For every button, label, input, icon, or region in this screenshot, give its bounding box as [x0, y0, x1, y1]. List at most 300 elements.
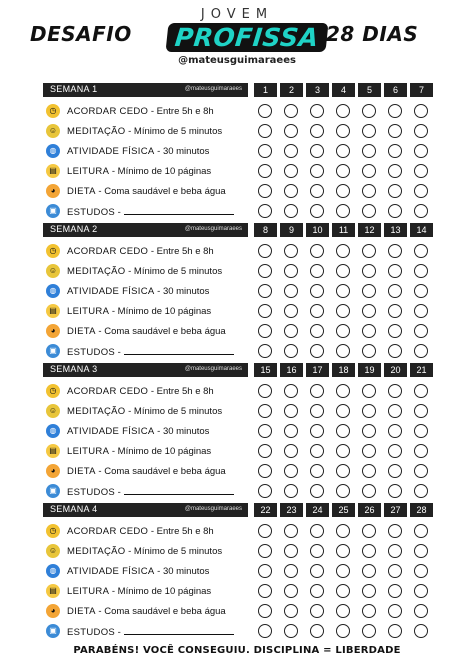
day-checkbox[interactable] — [336, 384, 350, 398]
day-checkbox[interactable] — [258, 444, 272, 458]
header-desafio: DESAFIO — [30, 22, 132, 46]
task-label — [67, 186, 226, 197]
day-checkbox[interactable] — [258, 544, 272, 558]
task-name: ATIVIDADE FÍSICA — [67, 426, 155, 437]
task-row — [43, 562, 430, 582]
day-checkbox[interactable] — [362, 164, 376, 178]
task-label — [67, 146, 209, 157]
day-checkbox[interactable] — [414, 204, 428, 218]
day-checkbox[interactable] — [258, 204, 272, 218]
week-title: SEMANA 4 — [50, 504, 98, 514]
week-handle: @mateusguimaraees — [184, 86, 242, 92]
day-number: 16 — [280, 363, 303, 377]
day-checkbox[interactable] — [258, 624, 272, 638]
task-label — [67, 306, 211, 317]
day-checkbox[interactable] — [362, 444, 376, 458]
study-topic-line[interactable] — [124, 346, 234, 355]
day-checkbox[interactable] — [362, 264, 376, 278]
day-checkbox[interactable] — [362, 324, 376, 338]
task-detail: - Entre 5h e 8h — [148, 246, 214, 257]
day-checkbox[interactable] — [414, 624, 428, 638]
day-checkbox[interactable] — [414, 564, 428, 578]
day-number: 20 — [384, 363, 407, 377]
day-checkbox[interactable] — [362, 344, 376, 358]
day-checkbox[interactable] — [258, 324, 272, 338]
day-checkbox[interactable] — [336, 464, 350, 478]
day-checkbox[interactable] — [284, 144, 298, 158]
day-checkbox[interactable] — [414, 424, 428, 438]
task-detail: - Mínimo de 5 minutos — [125, 546, 223, 557]
task-name: ACORDAR CEDO — [67, 246, 149, 257]
task-row — [43, 462, 430, 482]
task-row — [43, 182, 430, 202]
day-checkbox[interactable] — [284, 624, 298, 638]
day-checkbox[interactable] — [284, 264, 298, 278]
day-number: 24 — [306, 503, 329, 517]
day-checkbox[interactable] — [414, 264, 428, 278]
day-checkbox[interactable] — [388, 244, 402, 258]
day-checkbox[interactable] — [362, 404, 376, 418]
day-checkbox[interactable] — [336, 144, 350, 158]
task-name: ESTUDOS — [67, 347, 116, 358]
food-icon: ◕ — [46, 604, 60, 618]
day-checkbox[interactable] — [336, 404, 350, 418]
task-label — [67, 546, 222, 557]
day-checkbox[interactable] — [258, 564, 272, 578]
day-checkbox[interactable] — [284, 424, 298, 438]
task-name: ESTUDOS — [67, 487, 116, 498]
task-label — [67, 126, 222, 137]
day-checkbox[interactable] — [362, 184, 376, 198]
day-checkbox[interactable] — [258, 404, 272, 418]
task-name: ACORDAR CEDO — [67, 526, 149, 537]
task-row — [43, 622, 430, 642]
day-checkbox[interactable] — [258, 584, 272, 598]
globe-icon: ◍ — [46, 144, 60, 158]
brand-jovem: JOVEM — [200, 7, 274, 22]
day-checkbox[interactable] — [362, 124, 376, 138]
week-title-bar — [43, 223, 248, 237]
day-checkbox[interactable] — [388, 304, 402, 318]
task-detail: - Mínimo de 10 páginas — [109, 306, 212, 317]
task-label — [67, 626, 234, 638]
alarm-clock-icon: ◷ — [46, 104, 60, 118]
day-checkbox[interactable] — [310, 484, 324, 498]
day-checkbox[interactable] — [414, 404, 428, 418]
day-checkbox[interactable] — [388, 584, 402, 598]
day-checkbox[interactable] — [336, 544, 350, 558]
day-checkbox[interactable] — [362, 304, 376, 318]
day-checkbox[interactable] — [362, 384, 376, 398]
day-checkbox[interactable] — [388, 324, 402, 338]
day-checkbox[interactable] — [258, 124, 272, 138]
day-checkbox[interactable] — [336, 424, 350, 438]
day-checkbox[interactable] — [414, 484, 428, 498]
footer-message: PARABÉNS! VOCÊ CONSEGUIU. DISCIPLINA = LIBERDADE — [73, 645, 401, 656]
day-checkbox[interactable] — [388, 104, 402, 118]
task-row — [43, 542, 430, 562]
day-checkbox[interactable] — [388, 524, 402, 538]
day-checkbox[interactable] — [284, 204, 298, 218]
day-checkbox[interactable] — [336, 104, 350, 118]
task-label — [67, 526, 214, 537]
day-number: 17 — [306, 363, 329, 377]
task-name: MEDITAÇÃO — [67, 126, 126, 137]
day-checkbox[interactable] — [310, 604, 324, 618]
food-icon: ◕ — [46, 324, 60, 338]
day-checkbox[interactable] — [388, 464, 402, 478]
task-label — [67, 566, 209, 577]
day-checkbox[interactable] — [414, 344, 428, 358]
day-number: 5 — [358, 83, 381, 97]
day-checkbox[interactable] — [284, 444, 298, 458]
day-checkbox[interactable] — [258, 484, 272, 498]
task-detail: - Coma saudável e beba água — [95, 466, 226, 477]
day-checkbox[interactable] — [284, 384, 298, 398]
day-checkbox[interactable] — [284, 544, 298, 558]
day-checkbox[interactable] — [388, 544, 402, 558]
task-label — [67, 326, 226, 337]
food-icon: ◕ — [46, 184, 60, 198]
day-number: 10 — [306, 223, 329, 237]
study-icon: ▣ — [46, 624, 60, 638]
day-checkbox[interactable] — [336, 584, 350, 598]
week-handle: @mateusguimaraees — [184, 366, 242, 372]
day-checkbox[interactable] — [284, 164, 298, 178]
task-row — [43, 202, 430, 222]
alarm-clock-icon: ◷ — [46, 524, 60, 538]
day-number: 7 — [410, 83, 433, 97]
study-topic-line[interactable] — [124, 206, 234, 215]
week-header — [43, 223, 430, 237]
day-checkbox[interactable] — [414, 444, 428, 458]
task-row — [43, 422, 430, 442]
brand-block — [167, 7, 321, 66]
header-28-dias: 28 DIAS — [326, 22, 419, 46]
day-number: 12 — [358, 223, 381, 237]
day-checkbox[interactable] — [414, 384, 428, 398]
day-checkbox[interactable] — [258, 424, 272, 438]
day-checkbox[interactable] — [414, 464, 428, 478]
task-name: LEITURA — [67, 306, 110, 317]
task-row — [43, 162, 430, 182]
meditation-icon: ☺ — [46, 404, 60, 418]
day-checkbox[interactable] — [336, 564, 350, 578]
day-checkbox[interactable] — [284, 604, 298, 618]
day-checkbox[interactable] — [414, 244, 428, 258]
day-checkbox[interactable] — [362, 584, 376, 598]
day-checkbox[interactable] — [388, 404, 402, 418]
day-checkbox[interactable] — [388, 204, 402, 218]
day-checkbox[interactable] — [336, 264, 350, 278]
task-label — [67, 166, 211, 177]
day-checkbox[interactable] — [388, 124, 402, 138]
day-checkbox[interactable] — [336, 284, 350, 298]
brand-logo: PROFISSA — [165, 23, 328, 52]
day-checkbox[interactable] — [310, 124, 324, 138]
day-checkbox[interactable] — [258, 384, 272, 398]
day-number: 23 — [280, 503, 303, 517]
day-checkbox[interactable] — [362, 624, 376, 638]
day-checkbox[interactable] — [336, 324, 350, 338]
week-1 — [43, 83, 430, 218]
day-checkbox[interactable] — [388, 344, 402, 358]
day-checkbox[interactable] — [258, 184, 272, 198]
task-row — [43, 122, 430, 142]
day-checkbox[interactable] — [414, 544, 428, 558]
day-checkbox[interactable] — [310, 544, 324, 558]
day-checkbox[interactable] — [284, 284, 298, 298]
day-checkbox[interactable] — [362, 544, 376, 558]
day-number: 21 — [410, 363, 433, 377]
day-checkbox[interactable] — [362, 564, 376, 578]
day-checkbox[interactable] — [284, 344, 298, 358]
study-icon: ▣ — [46, 344, 60, 358]
task-name: MEDITAÇÃO — [67, 266, 126, 277]
task-row — [43, 482, 430, 502]
day-checkbox[interactable] — [388, 424, 402, 438]
day-checkbox[interactable] — [362, 204, 376, 218]
task-detail: - Mínimo de 10 páginas — [109, 166, 212, 177]
task-row — [43, 302, 430, 322]
day-checkbox[interactable] — [310, 324, 324, 338]
day-checkbox[interactable] — [258, 264, 272, 278]
day-checkbox[interactable] — [388, 264, 402, 278]
day-number: 3 — [306, 83, 329, 97]
day-checkbox[interactable] — [284, 104, 298, 118]
task-label — [67, 586, 211, 597]
day-checkbox[interactable] — [336, 344, 350, 358]
day-checkbox[interactable] — [284, 524, 298, 538]
task-name: ACORDAR CEDO — [67, 106, 149, 117]
day-checkbox[interactable] — [310, 244, 324, 258]
day-checkbox[interactable] — [414, 304, 428, 318]
day-checkbox[interactable] — [388, 624, 402, 638]
day-checkbox[interactable] — [258, 164, 272, 178]
day-checkbox[interactable] — [310, 584, 324, 598]
day-checkbox[interactable] — [414, 584, 428, 598]
day-checkbox[interactable] — [310, 144, 324, 158]
day-checkbox[interactable] — [310, 184, 324, 198]
task-detail: - Coma saudável e beba água — [95, 186, 226, 197]
day-checkbox[interactable] — [284, 304, 298, 318]
day-checkbox[interactable] — [310, 284, 324, 298]
day-checkbox[interactable] — [414, 284, 428, 298]
alarm-clock-icon: ◷ — [46, 244, 60, 258]
day-checkbox[interactable] — [336, 164, 350, 178]
task-label — [67, 406, 222, 417]
day-checkbox[interactable] — [310, 344, 324, 358]
day-checkbox[interactable] — [310, 624, 324, 638]
task-detail: - — [115, 487, 121, 498]
day-checkbox[interactable] — [362, 144, 376, 158]
day-checkbox[interactable] — [284, 464, 298, 478]
task-row — [43, 282, 430, 302]
day-checkbox[interactable] — [414, 124, 428, 138]
day-checkbox[interactable] — [284, 244, 298, 258]
day-checkbox[interactable] — [258, 144, 272, 158]
day-checkbox[interactable] — [336, 624, 350, 638]
task-name: MEDITAÇÃO — [67, 546, 126, 557]
week-handle: @mateusguimaraees — [184, 506, 242, 512]
day-checkbox[interactable] — [388, 284, 402, 298]
week-handle: @mateusguimaraees — [184, 226, 242, 232]
day-checkbox[interactable] — [388, 484, 402, 498]
task-name: LEITURA — [67, 586, 110, 597]
alarm-clock-icon: ◷ — [46, 384, 60, 398]
day-number: 19 — [358, 363, 381, 377]
day-checkbox[interactable] — [388, 444, 402, 458]
day-checkbox[interactable] — [310, 444, 324, 458]
day-checkbox[interactable] — [310, 304, 324, 318]
day-checkbox[interactable] — [336, 304, 350, 318]
day-checkbox[interactable] — [258, 464, 272, 478]
day-checkbox[interactable] — [310, 524, 324, 538]
day-checkbox[interactable] — [284, 324, 298, 338]
day-number: 18 — [332, 363, 355, 377]
day-checkbox[interactable] — [388, 564, 402, 578]
week-header — [43, 363, 430, 377]
day-checkbox[interactable] — [310, 264, 324, 278]
task-detail: - Entre 5h e 8h — [148, 386, 214, 397]
task-label — [67, 206, 234, 218]
day-checkbox[interactable] — [284, 564, 298, 578]
day-checkbox[interactable] — [258, 104, 272, 118]
day-checkbox[interactable] — [310, 424, 324, 438]
day-number: 1 — [254, 83, 277, 97]
task-label — [67, 286, 209, 297]
day-checkbox[interactable] — [414, 164, 428, 178]
day-checkbox[interactable] — [310, 564, 324, 578]
day-checkbox[interactable] — [388, 164, 402, 178]
task-name: ATIVIDADE FÍSICA — [67, 286, 155, 297]
day-checkbox[interactable] — [336, 444, 350, 458]
book-icon: ▤ — [46, 584, 60, 598]
task-row — [43, 602, 430, 622]
task-name: MEDITAÇÃO — [67, 406, 126, 417]
task-name: ACORDAR CEDO — [67, 386, 149, 397]
day-checkbox[interactable] — [336, 204, 350, 218]
day-checkbox[interactable] — [284, 124, 298, 138]
day-checkbox[interactable] — [362, 104, 376, 118]
day-checkbox[interactable] — [310, 104, 324, 118]
globe-icon: ◍ — [46, 284, 60, 298]
day-number: 27 — [384, 503, 407, 517]
task-label — [67, 486, 234, 498]
task-name: LEITURA — [67, 166, 110, 177]
day-checkbox[interactable] — [310, 204, 324, 218]
day-checkbox[interactable] — [336, 124, 350, 138]
day-checkbox[interactable] — [362, 244, 376, 258]
task-detail: - Entre 5h e 8h — [148, 526, 214, 537]
day-number: 8 — [254, 223, 277, 237]
day-checkbox[interactable] — [388, 384, 402, 398]
study-topic-line[interactable] — [124, 486, 234, 495]
task-row — [43, 242, 430, 262]
day-checkbox[interactable] — [362, 464, 376, 478]
task-detail: - Mínimo de 10 páginas — [109, 446, 212, 457]
day-checkbox[interactable] — [336, 184, 350, 198]
day-checkbox[interactable] — [336, 484, 350, 498]
study-topic-line[interactable] — [124, 626, 234, 635]
day-checkbox[interactable] — [414, 324, 428, 338]
day-checkbox[interactable] — [258, 524, 272, 538]
task-name: LEITURA — [67, 446, 110, 457]
day-number: 13 — [384, 223, 407, 237]
day-number: 26 — [358, 503, 381, 517]
day-checkbox[interactable] — [284, 404, 298, 418]
week-header — [43, 83, 430, 97]
day-checkbox[interactable] — [388, 144, 402, 158]
task-detail: - — [115, 207, 121, 218]
day-checkbox[interactable] — [414, 524, 428, 538]
task-row — [43, 402, 430, 422]
day-checkbox[interactable] — [414, 184, 428, 198]
day-checkbox[interactable] — [258, 604, 272, 618]
meditation-icon: ☺ — [46, 124, 60, 138]
brand-handle: @mateusguimaraees — [178, 55, 296, 66]
day-checkbox[interactable] — [336, 244, 350, 258]
task-label — [67, 106, 214, 117]
day-number: 14 — [410, 223, 433, 237]
task-label — [67, 346, 234, 358]
day-checkbox[interactable] — [362, 484, 376, 498]
task-detail: - — [115, 627, 121, 638]
day-checkbox[interactable] — [414, 144, 428, 158]
task-detail: - — [115, 347, 121, 358]
day-checkbox[interactable] — [362, 604, 376, 618]
day-checkbox[interactable] — [310, 404, 324, 418]
task-label — [67, 266, 222, 277]
day-checkbox[interactable] — [284, 184, 298, 198]
task-label — [67, 466, 226, 477]
book-icon: ▤ — [46, 164, 60, 178]
task-name: DIETA — [67, 186, 96, 197]
day-checkbox[interactable] — [258, 244, 272, 258]
book-icon: ▤ — [46, 444, 60, 458]
day-number: 6 — [384, 83, 407, 97]
day-checkbox[interactable] — [336, 604, 350, 618]
day-checkbox[interactable] — [362, 284, 376, 298]
day-checkbox[interactable] — [258, 284, 272, 298]
day-checkbox[interactable] — [414, 104, 428, 118]
task-row — [43, 262, 430, 282]
day-checkbox[interactable] — [310, 164, 324, 178]
day-checkbox[interactable] — [284, 584, 298, 598]
day-checkbox[interactable] — [258, 304, 272, 318]
day-checkbox[interactable] — [362, 424, 376, 438]
day-number: 25 — [332, 503, 355, 517]
task-label — [67, 386, 214, 397]
day-number: 2 — [280, 83, 303, 97]
day-checkbox[interactable] — [336, 524, 350, 538]
task-detail: - Coma saudável e beba água — [95, 606, 226, 617]
day-checkbox[interactable] — [284, 484, 298, 498]
book-icon: ▤ — [46, 304, 60, 318]
day-checkbox[interactable] — [414, 604, 428, 618]
day-checkbox[interactable] — [258, 344, 272, 358]
task-name: ATIVIDADE FÍSICA — [67, 146, 155, 157]
day-checkbox[interactable] — [362, 524, 376, 538]
day-checkbox[interactable] — [388, 184, 402, 198]
day-checkbox[interactable] — [310, 384, 324, 398]
day-checkbox[interactable] — [388, 604, 402, 618]
meditation-icon: ☺ — [46, 544, 60, 558]
day-number: 15 — [254, 363, 277, 377]
task-detail: - Mínimo de 5 minutos — [125, 266, 223, 277]
day-checkbox[interactable] — [310, 464, 324, 478]
week-title: SEMANA 3 — [50, 364, 98, 374]
